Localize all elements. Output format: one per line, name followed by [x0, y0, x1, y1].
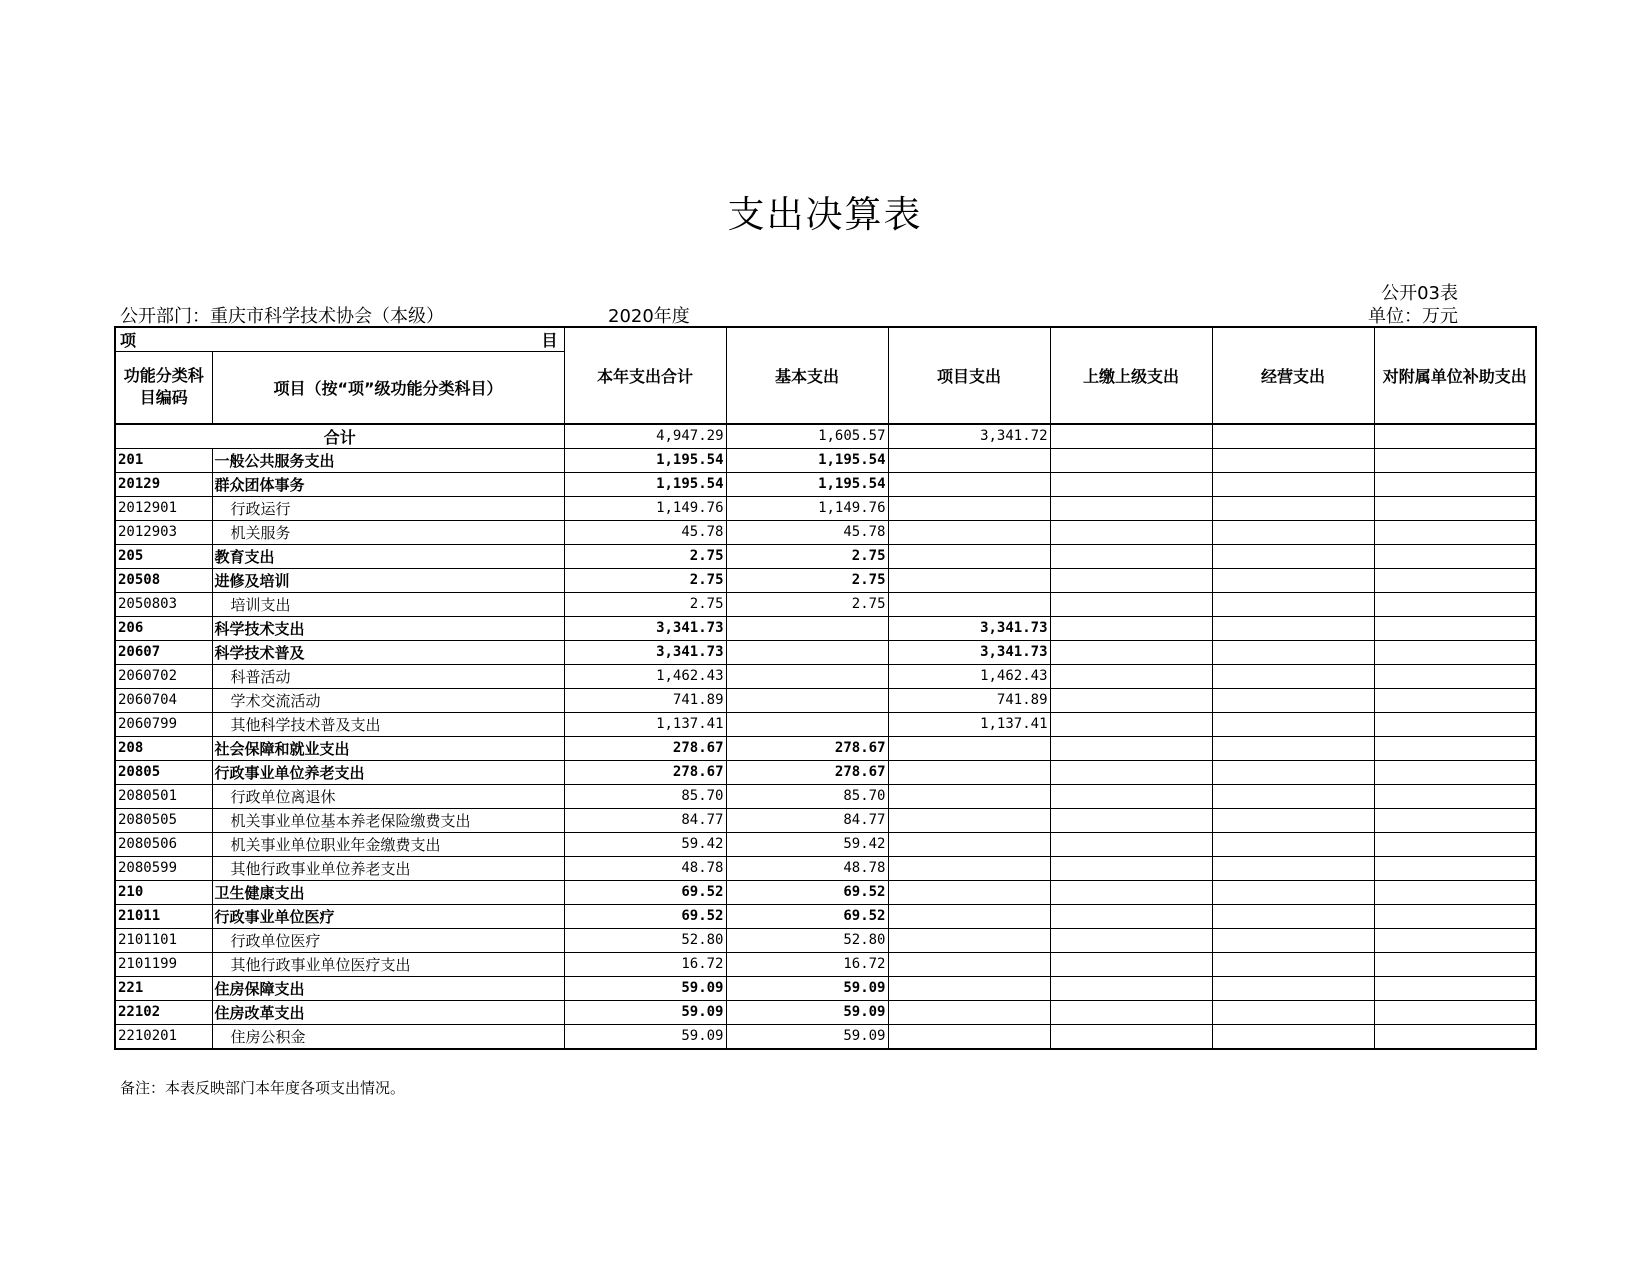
row-subsidy	[1374, 832, 1536, 856]
table-row	[115, 1024, 1536, 1049]
row-project	[888, 1024, 1050, 1049]
row-code: 2080501	[115, 784, 212, 808]
row-business	[1212, 904, 1374, 928]
row-basic: 59.42	[726, 832, 888, 856]
row-superior	[1050, 448, 1212, 472]
row-business	[1212, 952, 1374, 976]
total-subsidy	[1374, 424, 1536, 449]
row-basic	[726, 688, 888, 712]
row-subsidy	[1374, 544, 1536, 568]
row-code: 2080505	[115, 808, 212, 832]
total-basic: 1,605.57	[726, 424, 888, 449]
row-subsidy	[1374, 808, 1536, 832]
row-project	[888, 568, 1050, 592]
row-superior	[1050, 544, 1212, 568]
row-basic: 2.75	[726, 592, 888, 616]
row-basic: 278.67	[726, 760, 888, 784]
row-superior	[1050, 664, 1212, 688]
row-subsidy	[1374, 880, 1536, 904]
row-name: 其他行政事业单位养老支出	[212, 856, 564, 880]
row-basic: 52.80	[726, 928, 888, 952]
row-subsidy	[1374, 496, 1536, 520]
table-row	[115, 496, 1536, 520]
row-superior	[1050, 952, 1212, 976]
table-row	[115, 928, 1536, 952]
row-business	[1212, 712, 1374, 736]
row-basic: 85.70	[726, 784, 888, 808]
row-project: 741.89	[888, 688, 1050, 712]
row-superior	[1050, 808, 1212, 832]
row-name: 群众团体事务	[212, 472, 564, 496]
row-business	[1212, 664, 1374, 688]
row-total: 1,195.54	[564, 448, 726, 472]
row-business	[1212, 472, 1374, 496]
row-subsidy	[1374, 664, 1536, 688]
row-basic: 278.67	[726, 736, 888, 760]
row-superior	[1050, 760, 1212, 784]
row-total: 69.52	[564, 904, 726, 928]
table-row	[115, 472, 1536, 496]
row-name: 其他科学技术普及支出	[212, 712, 564, 736]
table-row	[115, 904, 1536, 928]
row-subsidy	[1374, 784, 1536, 808]
row-total: 59.09	[564, 976, 726, 1000]
row-total: 45.78	[564, 520, 726, 544]
row-total: 1,195.54	[564, 472, 726, 496]
row-code: 2060704	[115, 688, 212, 712]
row-business	[1212, 592, 1374, 616]
row-code: 20508	[115, 568, 212, 592]
row-superior	[1050, 736, 1212, 760]
header-total: 本年支出合计	[564, 327, 726, 424]
row-project	[888, 880, 1050, 904]
row-total: 3,341.73	[564, 640, 726, 664]
row-superior	[1050, 520, 1212, 544]
table-row	[115, 544, 1536, 568]
row-project	[888, 904, 1050, 928]
row-business	[1212, 808, 1374, 832]
row-basic	[726, 664, 888, 688]
row-superior	[1050, 688, 1212, 712]
row-business	[1212, 928, 1374, 952]
row-business	[1212, 784, 1374, 808]
total-sum: 4,947.29	[564, 424, 726, 449]
total-business	[1212, 424, 1374, 449]
row-total: 69.52	[564, 880, 726, 904]
row-superior	[1050, 592, 1212, 616]
row-business	[1212, 880, 1374, 904]
row-name: 教育支出	[212, 544, 564, 568]
row-total: 278.67	[564, 736, 726, 760]
table-row	[115, 448, 1536, 472]
row-total: 1,462.43	[564, 664, 726, 688]
row-business	[1212, 736, 1374, 760]
row-project	[888, 736, 1050, 760]
row-subsidy	[1374, 928, 1536, 952]
row-subsidy	[1374, 736, 1536, 760]
row-business	[1212, 1000, 1374, 1024]
row-subsidy	[1374, 616, 1536, 640]
row-code: 2101101	[115, 928, 212, 952]
row-basic: 1,195.54	[726, 448, 888, 472]
row-name: 一般公共服务支出	[212, 448, 564, 472]
row-name: 行政事业单位医疗	[212, 904, 564, 928]
row-name: 机关事业单位职业年金缴费支出	[212, 832, 564, 856]
row-name: 卫生健康支出	[212, 880, 564, 904]
table-row	[115, 520, 1536, 544]
row-total: 84.77	[564, 808, 726, 832]
row-total: 59.42	[564, 832, 726, 856]
row-project	[888, 784, 1050, 808]
table-row	[115, 616, 1536, 640]
header-mu: 目	[541, 331, 558, 350]
row-name: 社会保障和就业支出	[212, 736, 564, 760]
table-row	[115, 976, 1536, 1000]
row-name: 科学技术支出	[212, 616, 564, 640]
row-superior	[1050, 880, 1212, 904]
row-business	[1212, 688, 1374, 712]
row-code: 2080506	[115, 832, 212, 856]
row-project	[888, 976, 1050, 1000]
row-code: 21011	[115, 904, 212, 928]
row-code: 2101199	[115, 952, 212, 976]
row-name: 行政单位医疗	[212, 928, 564, 952]
row-code: 2050803	[115, 592, 212, 616]
row-project: 1,462.43	[888, 664, 1050, 688]
row-superior	[1050, 976, 1212, 1000]
row-code: 205	[115, 544, 212, 568]
table-row	[115, 568, 1536, 592]
footnote: 备注：本表反映部门本年度各项支出情况。	[120, 1079, 406, 1097]
row-basic: 69.52	[726, 904, 888, 928]
row-code: 210	[115, 880, 212, 904]
header-project: 项目支出	[888, 327, 1050, 424]
row-name: 住房保障支出	[212, 976, 564, 1000]
row-name: 机关事业单位基本养老保险缴费支出	[212, 808, 564, 832]
row-code: 2080599	[115, 856, 212, 880]
row-business	[1212, 976, 1374, 1000]
row-subsidy	[1374, 448, 1536, 472]
total-label: 合计	[115, 424, 564, 449]
row-code: 2060799	[115, 712, 212, 736]
row-basic: 1,195.54	[726, 472, 888, 496]
row-subsidy	[1374, 688, 1536, 712]
row-basic: 45.78	[726, 520, 888, 544]
header-code: 功能分类科目编码	[115, 352, 212, 424]
row-total: 85.70	[564, 784, 726, 808]
row-project	[888, 928, 1050, 952]
row-code: 2060702	[115, 664, 212, 688]
row-code: 208	[115, 736, 212, 760]
header-business: 经营支出	[1212, 327, 1374, 424]
row-superior	[1050, 616, 1212, 640]
row-basic: 84.77	[726, 808, 888, 832]
row-basic: 1,149.76	[726, 496, 888, 520]
row-name: 进修及培训	[212, 568, 564, 592]
row-subsidy	[1374, 712, 1536, 736]
row-subsidy	[1374, 568, 1536, 592]
unit-label: 单位：万元	[1368, 306, 1458, 327]
row-code: 221	[115, 976, 212, 1000]
row-subsidy	[1374, 856, 1536, 880]
row-basic	[726, 640, 888, 664]
form-number: 公开03表	[1381, 283, 1458, 304]
row-basic	[726, 712, 888, 736]
row-business	[1212, 760, 1374, 784]
row-total: 2.75	[564, 592, 726, 616]
row-name: 其他行政事业单位医疗支出	[212, 952, 564, 976]
row-basic: 59.09	[726, 1000, 888, 1024]
row-code: 20607	[115, 640, 212, 664]
expenditure-table	[114, 326, 1537, 1050]
row-total: 16.72	[564, 952, 726, 976]
row-project	[888, 496, 1050, 520]
header-xiangmu	[115, 327, 564, 352]
row-superior	[1050, 496, 1212, 520]
row-business	[1212, 1024, 1374, 1049]
table-row	[115, 880, 1536, 904]
table-row	[115, 832, 1536, 856]
row-name: 学术交流活动	[212, 688, 564, 712]
row-name: 科普活动	[212, 664, 564, 688]
header-xiang: 项	[120, 331, 137, 350]
row-business	[1212, 568, 1374, 592]
row-project	[888, 760, 1050, 784]
row-subsidy	[1374, 1024, 1536, 1049]
row-name: 机关服务	[212, 520, 564, 544]
row-project	[888, 448, 1050, 472]
row-basic: 16.72	[726, 952, 888, 976]
table-row	[115, 664, 1536, 688]
row-name: 行政单位离退休	[212, 784, 564, 808]
row-superior	[1050, 568, 1212, 592]
row-total: 278.67	[564, 760, 726, 784]
table-row	[115, 1000, 1536, 1024]
row-business	[1212, 448, 1374, 472]
row-business	[1212, 616, 1374, 640]
row-basic: 48.78	[726, 856, 888, 880]
row-name: 行政事业单位养老支出	[212, 760, 564, 784]
row-code: 2210201	[115, 1024, 212, 1049]
row-total: 48.78	[564, 856, 726, 880]
row-name: 行政运行	[212, 496, 564, 520]
row-superior	[1050, 904, 1212, 928]
row-basic: 59.09	[726, 1024, 888, 1049]
table-row	[115, 592, 1536, 616]
row-project: 3,341.73	[888, 616, 1050, 640]
row-business	[1212, 520, 1374, 544]
table-row	[115, 808, 1536, 832]
row-total: 1,137.41	[564, 712, 726, 736]
row-code: 201	[115, 448, 212, 472]
row-superior	[1050, 640, 1212, 664]
table-row	[115, 952, 1536, 976]
row-superior	[1050, 832, 1212, 856]
row-superior	[1050, 1000, 1212, 1024]
table-row	[115, 640, 1536, 664]
row-subsidy	[1374, 640, 1536, 664]
row-basic: 2.75	[726, 544, 888, 568]
row-basic: 59.09	[726, 976, 888, 1000]
row-superior	[1050, 784, 1212, 808]
row-total: 2.75	[564, 544, 726, 568]
row-project: 1,137.41	[888, 712, 1050, 736]
row-superior	[1050, 856, 1212, 880]
total-superior	[1050, 424, 1212, 449]
row-subsidy	[1374, 952, 1536, 976]
row-subsidy	[1374, 472, 1536, 496]
table-row	[115, 736, 1536, 760]
row-total: 59.09	[564, 1024, 726, 1049]
row-business	[1212, 832, 1374, 856]
row-basic: 2.75	[726, 568, 888, 592]
row-subsidy	[1374, 976, 1536, 1000]
total-project: 3,341.72	[888, 424, 1050, 449]
page-title: 支出决算表	[727, 193, 923, 236]
header-name: 项目（按“项”级功能分类科目）	[212, 352, 564, 424]
row-total: 2.75	[564, 568, 726, 592]
row-subsidy	[1374, 760, 1536, 784]
row-subsidy	[1374, 592, 1536, 616]
row-superior	[1050, 712, 1212, 736]
row-code: 2012903	[115, 520, 212, 544]
year-label: 2020年度	[608, 306, 690, 327]
row-total: 59.09	[564, 1000, 726, 1024]
total-row	[115, 424, 1536, 449]
table-row	[115, 712, 1536, 736]
row-name: 住房改革支出	[212, 1000, 564, 1024]
row-project	[888, 1000, 1050, 1024]
row-subsidy	[1374, 520, 1536, 544]
row-project	[888, 520, 1050, 544]
row-subsidy	[1374, 904, 1536, 928]
row-superior	[1050, 1024, 1212, 1049]
table-row	[115, 760, 1536, 784]
row-project	[888, 544, 1050, 568]
row-superior	[1050, 472, 1212, 496]
row-superior	[1050, 928, 1212, 952]
row-name: 科学技术普及	[212, 640, 564, 664]
row-total: 3,341.73	[564, 616, 726, 640]
row-subsidy	[1374, 1000, 1536, 1024]
row-business	[1212, 856, 1374, 880]
row-project	[888, 856, 1050, 880]
row-project	[888, 592, 1050, 616]
header-basic: 基本支出	[726, 327, 888, 424]
row-project	[888, 832, 1050, 856]
row-basic: 69.52	[726, 880, 888, 904]
row-project	[888, 472, 1050, 496]
row-name: 住房公积金	[212, 1024, 564, 1049]
row-name: 培训支出	[212, 592, 564, 616]
row-total: 1,149.76	[564, 496, 726, 520]
row-total: 741.89	[564, 688, 726, 712]
row-code: 206	[115, 616, 212, 640]
header-superior: 上缴上级支出	[1050, 327, 1212, 424]
row-code: 22102	[115, 1000, 212, 1024]
table-row	[115, 856, 1536, 880]
table-row	[115, 784, 1536, 808]
header-subsidy: 对附属单位补助支出	[1374, 327, 1536, 424]
row-total: 52.80	[564, 928, 726, 952]
row-business	[1212, 496, 1374, 520]
table-row	[115, 688, 1536, 712]
row-project	[888, 952, 1050, 976]
row-project	[888, 808, 1050, 832]
row-code: 20129	[115, 472, 212, 496]
row-business	[1212, 544, 1374, 568]
row-business	[1212, 640, 1374, 664]
row-project: 3,341.73	[888, 640, 1050, 664]
row-code: 20805	[115, 760, 212, 784]
row-code: 2012901	[115, 496, 212, 520]
department-label: 公开部门：重庆市科学技术协会（本级）	[120, 306, 444, 327]
row-basic	[726, 616, 888, 640]
